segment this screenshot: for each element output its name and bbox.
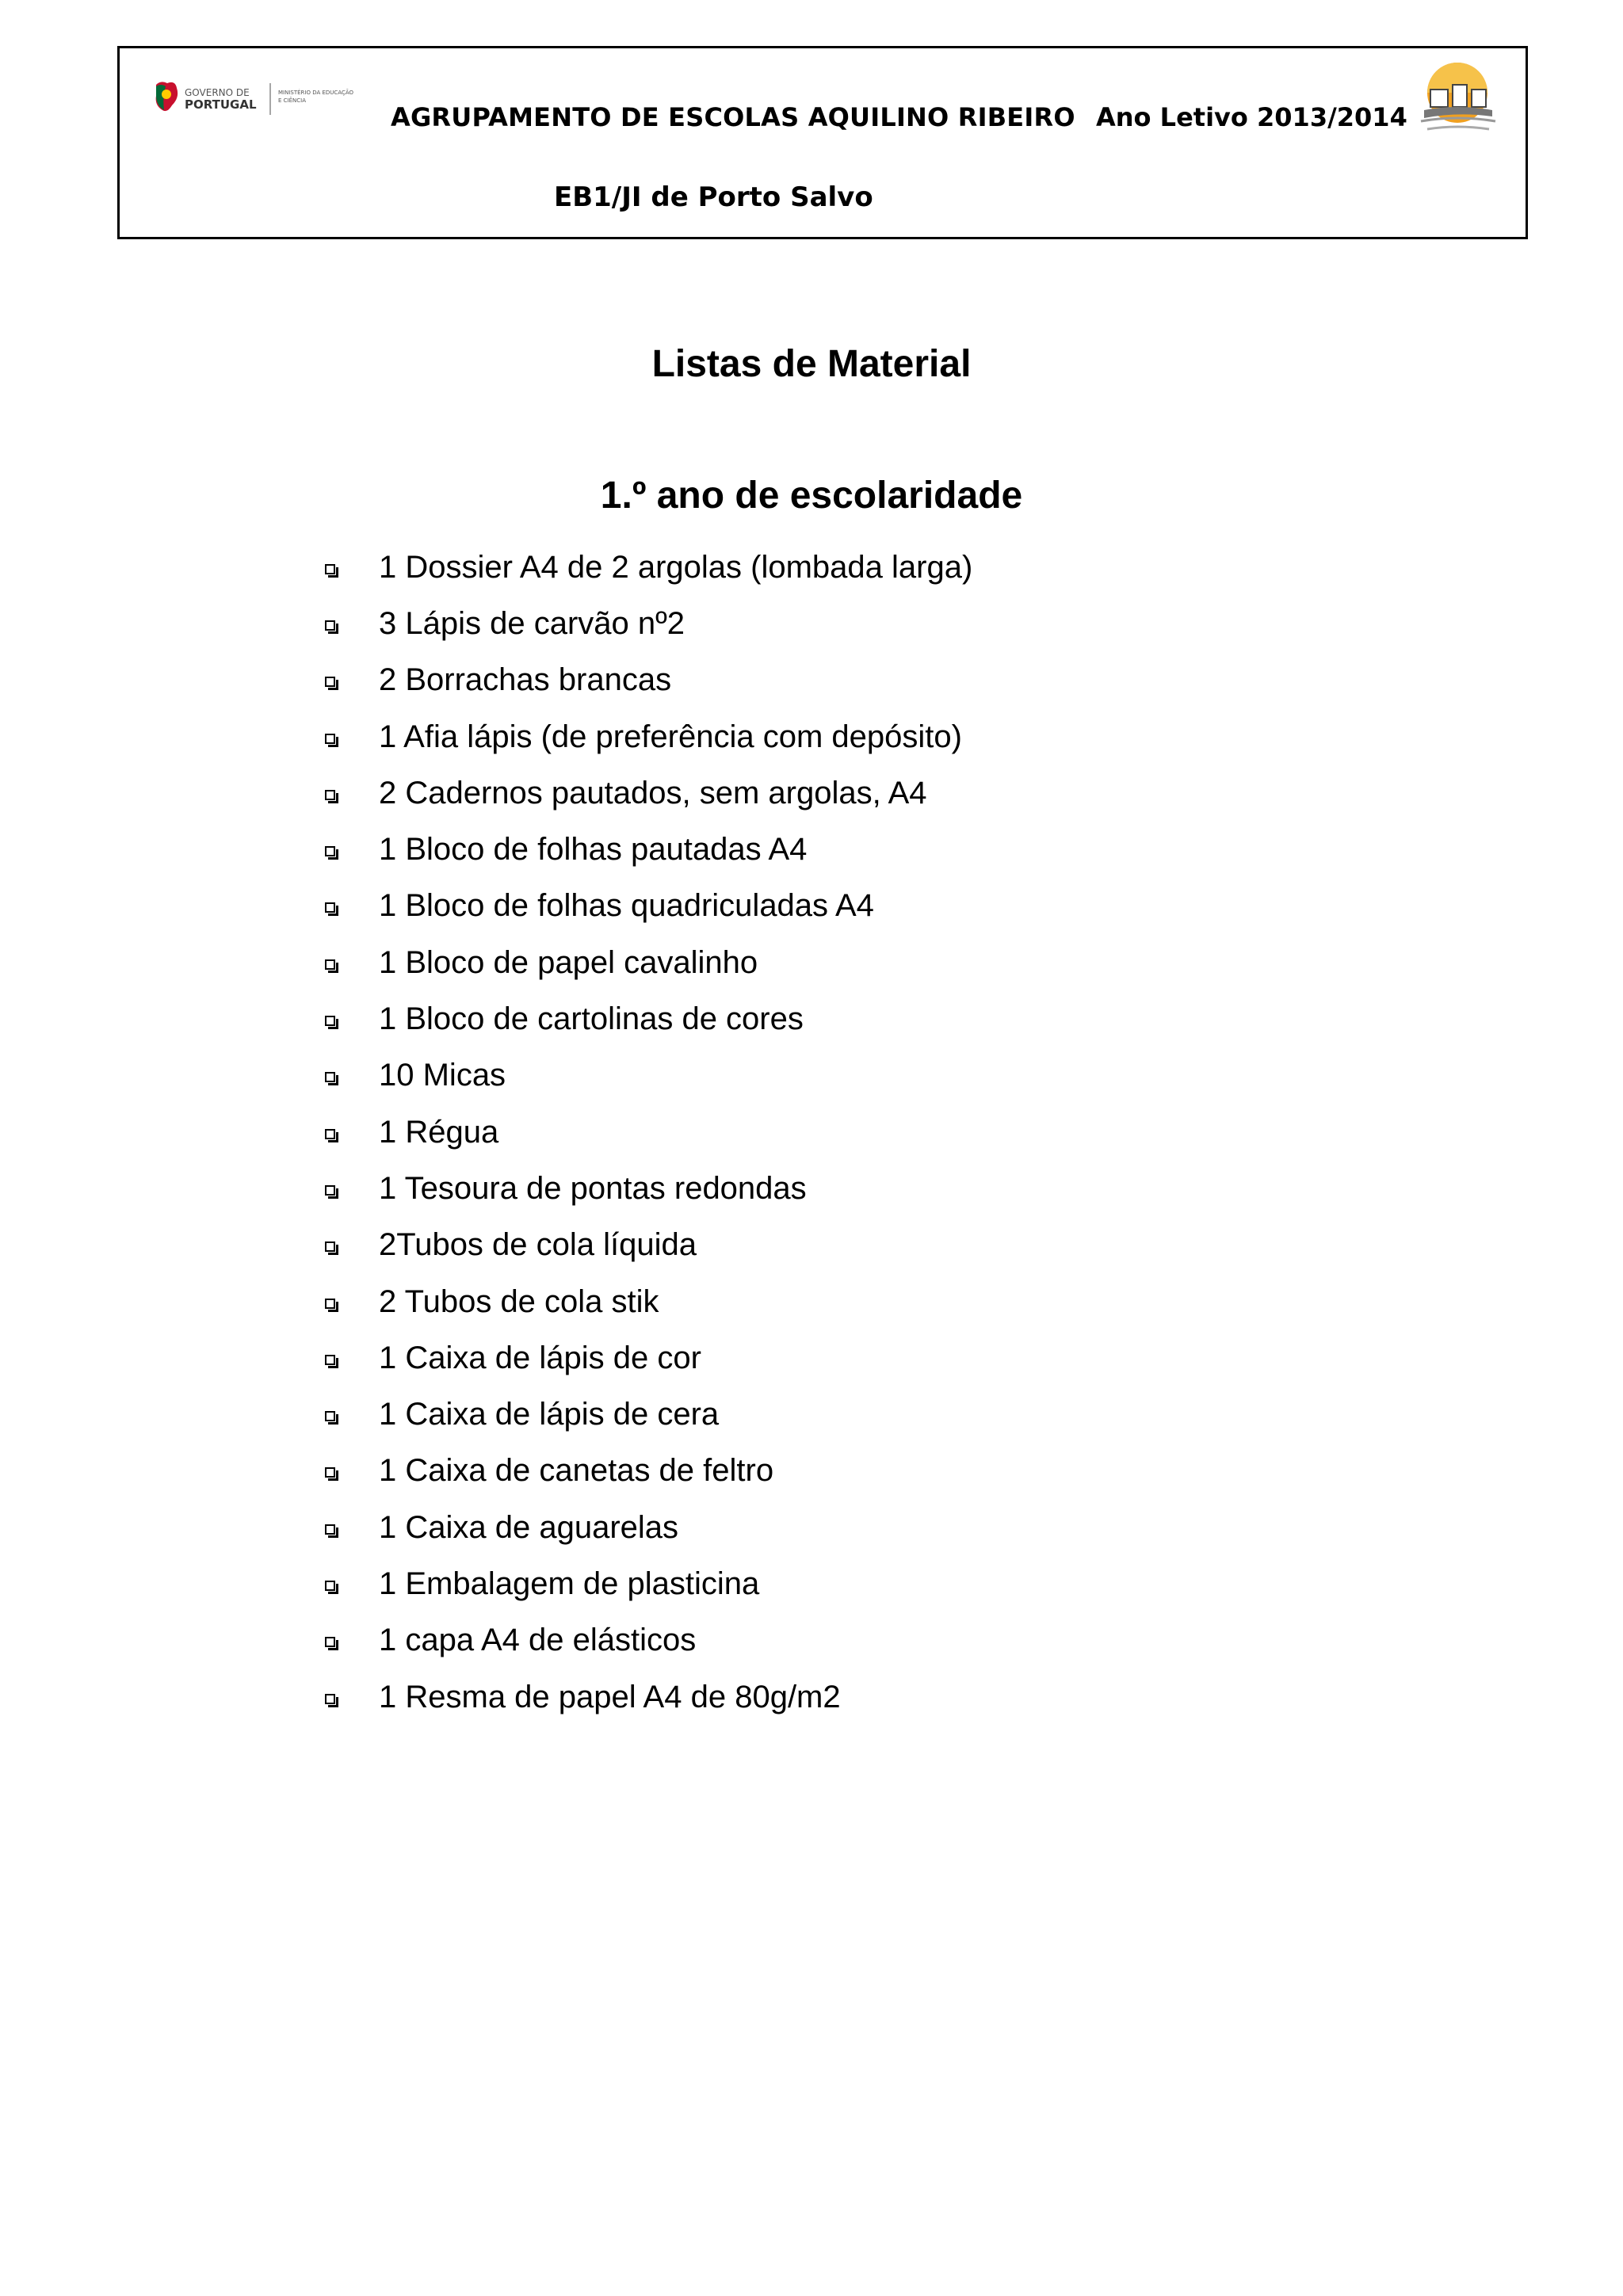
list-item-label: 3 Lápis de carvão nº2 <box>379 605 685 641</box>
list-item <box>323 1273 972 1329</box>
agrupamento-aquilino-ribeiro-logo <box>1416 58 1499 140</box>
list-item <box>323 1443 972 1499</box>
list-item-label: 2Tubos de cola líquida <box>379 1227 697 1263</box>
list-item-label: 1 Bloco de cartolinas de cores <box>379 1001 804 1037</box>
list-item <box>323 652 972 708</box>
list-item <box>323 1104 972 1160</box>
list-item-label: 10 Micas <box>379 1058 506 1093</box>
list-item-label: 1 Afia lápis (de preferência com depósito) <box>379 719 962 754</box>
checkbox-bullet-icon <box>323 1334 341 1382</box>
svg-text:GOVERNO DE: GOVERNO DE <box>185 87 250 98</box>
page-title: Listas de Material <box>651 343 972 385</box>
list-item <box>323 1669 972 1725</box>
checkbox-bullet-icon <box>323 1447 341 1494</box>
list-item-label: 1 Dossier A4 de 2 argolas (lombada larga) <box>379 549 973 585</box>
document-header <box>117 46 1528 239</box>
list-item <box>323 821 972 877</box>
list-item-label: 1 Bloco de folhas quadriculadas A4 <box>379 888 874 924</box>
checkbox-bullet-icon <box>323 1390 341 1438</box>
checkbox-bullet-icon <box>323 656 341 704</box>
grade-subtitle: 1.º ano de escolaridade <box>600 475 1023 517</box>
list-item <box>323 1329 972 1386</box>
list-item <box>323 539 972 595</box>
svg-text:MINISTÉRIO DA EDUCAÇÃO: MINISTÉRIO DA EDUCAÇÃO <box>278 90 354 96</box>
list-item <box>323 708 972 765</box>
list-item-label: 1 Bloco de papel cavalinho <box>379 944 758 980</box>
school-unit-name: EB1/JI de Porto Salvo <box>554 181 873 213</box>
checkbox-bullet-icon <box>323 543 341 591</box>
checkbox-bullet-icon <box>323 1165 341 1212</box>
checkbox-bullet-icon <box>323 600 341 647</box>
checkbox-bullet-icon <box>323 1504 341 1551</box>
list-item-label: 1 capa A4 de elásticos <box>379 1623 697 1658</box>
checkbox-bullet-icon <box>323 1051 341 1099</box>
list-item-label: 2 Borrachas brancas <box>379 662 672 698</box>
list-item-label: 1 Caixa de aguarelas <box>379 1509 679 1545</box>
list-item-label: 1 Bloco de folhas pautadas A4 <box>379 832 808 868</box>
list-item-label: 2 Cadernos pautados, sem argolas, A4 <box>379 775 927 810</box>
list-item-label: 1 Caixa de canetas de feltro <box>379 1453 774 1489</box>
checkbox-bullet-icon <box>323 995 341 1043</box>
checkbox-bullet-icon <box>323 1108 341 1156</box>
checkbox-bullet-icon <box>323 882 341 929</box>
checkbox-bullet-icon <box>323 1221 341 1268</box>
checkbox-bullet-icon <box>323 1560 341 1608</box>
list-item <box>323 1160 972 1216</box>
checkbox-bullet-icon <box>323 1616 341 1664</box>
checkbox-bullet-icon <box>323 769 341 817</box>
list-item-label: 1 Embalagem de plasticina <box>379 1566 760 1601</box>
list-item <box>323 1217 972 1273</box>
checkbox-bullet-icon <box>323 826 341 873</box>
list-item <box>323 1499 972 1555</box>
school-year: Ano Letivo 2013/2014 <box>1096 102 1407 132</box>
checkbox-bullet-icon <box>323 1278 341 1325</box>
list-item <box>323 1047 972 1104</box>
list-item <box>323 1386 972 1442</box>
list-item-label: 1 Resma de papel A4 de 80g/m2 <box>379 1679 841 1714</box>
list-item <box>323 595 972 651</box>
list-item-label: 1 Régua <box>379 1114 499 1150</box>
checkbox-bullet-icon <box>323 713 341 761</box>
list-item-label: 1 Caixa de lápis de cor <box>379 1340 701 1375</box>
list-item <box>323 1612 972 1669</box>
svg-text:PORTUGAL: PORTUGAL <box>185 97 257 112</box>
list-item-label: 2 Tubos de cola stik <box>379 1283 659 1319</box>
list-item <box>323 765 972 821</box>
list-item <box>323 1555 972 1611</box>
school-group-name: AGRUPAMENTO DE ESCOLAS AQUILINO RIBEIRO <box>391 102 1075 132</box>
governo-de-portugal-logo <box>153 78 359 120</box>
checkbox-bullet-icon <box>323 1673 341 1721</box>
material-list <box>323 539 972 1725</box>
list-item-label: 1 Tesoura de pontas redondas <box>379 1170 807 1206</box>
list-item <box>323 878 972 934</box>
list-item <box>323 990 972 1047</box>
list-item <box>323 934 972 990</box>
checkbox-bullet-icon <box>323 939 341 986</box>
list-item-label: 1 Caixa de lápis de cera <box>379 1397 720 1432</box>
svg-text:E CIÊNCIA: E CIÊNCIA <box>278 97 306 104</box>
